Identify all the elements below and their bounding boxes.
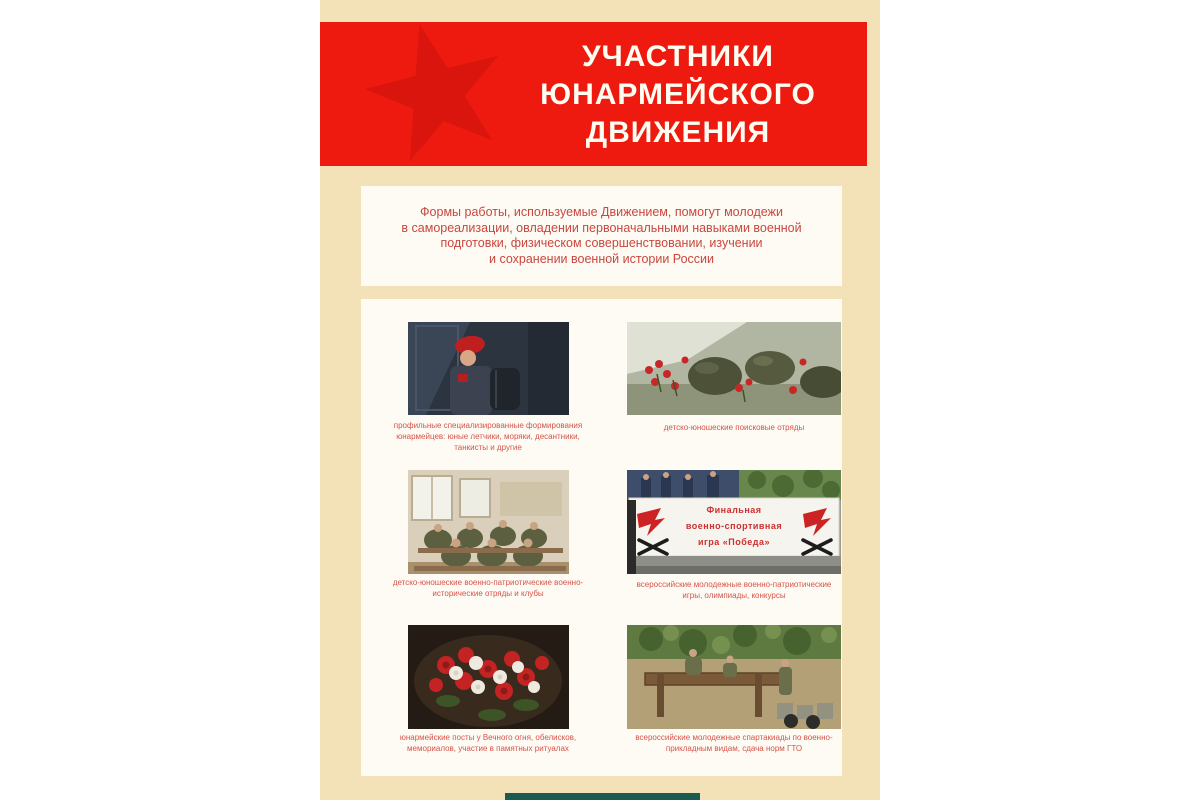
title-line-1: УЧАСТНИКИ (581, 40, 774, 73)
title-line-2: ЮНАРМЕЙСКОГО (540, 78, 816, 111)
poster-title (488, 38, 867, 152)
yunarmiya-poster (320, 0, 880, 800)
intro-line: и сохранении военной истории России (489, 251, 714, 266)
caption-patriotic-clubs: детско-юношеские военно-патриотические военно-исторические отряды и клубы (392, 578, 584, 598)
caption-patriotic-games: всероссийские молодежные военно-патриотические игры, олимпиады, конкурсы (636, 580, 832, 600)
intro-line: в самореализации, овладении первоначальными навыками военной (401, 220, 802, 235)
intro-text-box (361, 186, 842, 286)
title-line-3: ДВИЖЕНИЯ (585, 116, 771, 149)
caption-eternal-flame-posts: юнармейские посты у Вечного огня, обелисков, мемориалов, участие в памятных ритуалах (399, 733, 577, 753)
intro-line: Формы работы, используемые Движением, помогут молодежи (420, 205, 783, 219)
photo-cadets-in-classroom (408, 470, 569, 574)
caption-spartakiads-gto: всероссийские молодежные спартакиады по военно-прикладным видам, сдача норм ГТО (635, 733, 833, 753)
photo-grid-panel (361, 299, 842, 776)
photo-cadet-in-red-beret (408, 322, 569, 415)
caption-search-squads: детско-юношеские поисковые отряды (663, 423, 805, 432)
photo-memorial-flowers (408, 625, 569, 729)
intro-line: подготовки, физическом совершенствовании, изучении (440, 236, 763, 250)
footer-bar (505, 793, 700, 800)
caption-profile-units: профильные специализированные формирования юнармейцев: юные летчики, моряки, десантники, танкисты и другие (393, 421, 583, 452)
banner-line-2: военно-спортивная (685, 521, 783, 531)
poster-header (320, 22, 867, 166)
banner-line-1: Финальная (706, 505, 762, 515)
banner-text (667, 502, 801, 550)
photo-helmets-with-carnations (627, 322, 841, 415)
photo-military-sports-game-banner (627, 470, 841, 574)
photo-obstacle-course (627, 625, 841, 729)
banner-line-3: игра «Победа» (697, 537, 771, 547)
